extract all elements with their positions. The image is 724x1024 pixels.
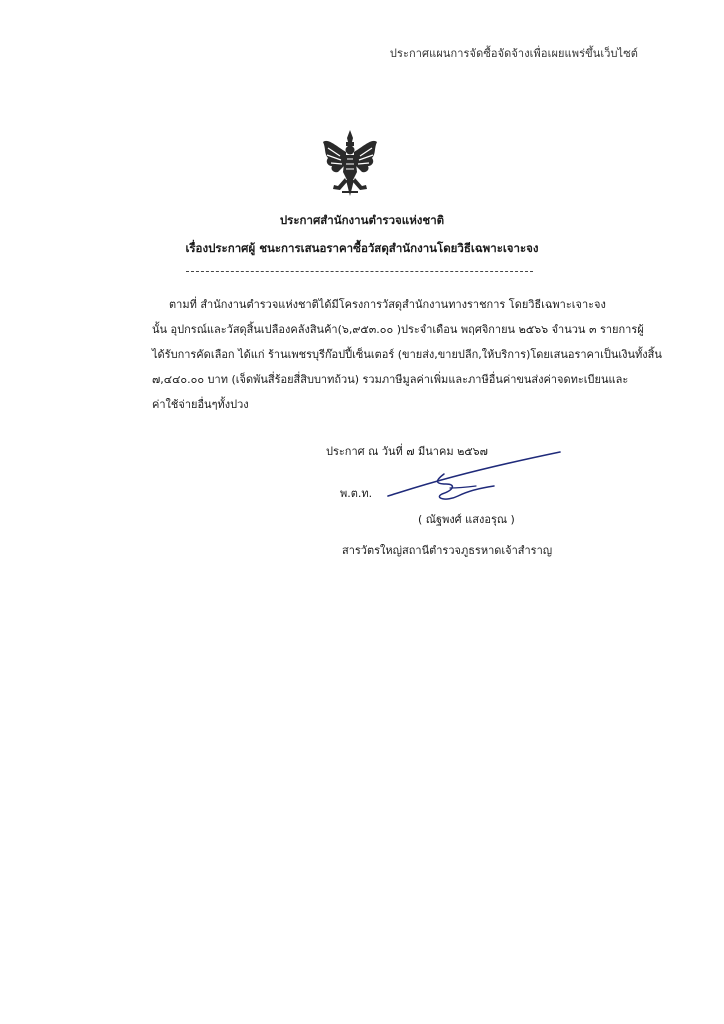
body-paragraph bbox=[152, 292, 662, 417]
body-line: ค่าใช้จ่ายอื่นๆทั้งปวง bbox=[152, 398, 249, 411]
header-note: ประกาศแผนการจัดซื้อจัดจ้างเพื่อเผยแพร่ขึ้นเว็บไซต์ bbox=[389, 47, 638, 60]
body-line: ได้รับการคัดเลือก ได้แก่ ร้านเพชรบุรีก๊อปปี้เซ็นเตอร์ (ขายส่ง,ขายปลีก,ให้บริการ)โดยเสนอราคาเป็นเงินทั้งสิ้น bbox=[152, 348, 662, 361]
signature-icon bbox=[384, 444, 562, 512]
signer-position: สารวัตรใหญ่สถานีตำรวจภูธรหาดเจ้าสำราญ bbox=[342, 544, 553, 557]
dashed-divider bbox=[186, 271, 533, 272]
document-title: ประกาศสำนักงานตำรวจแห่งชาติ bbox=[279, 213, 445, 227]
signer-name: ( ณัฐพงศ์ แสงอรุณ ) bbox=[418, 513, 515, 526]
signer-rank: พ.ต.ท. bbox=[340, 487, 373, 500]
announcement-date: ประกาศ ณ วันที่ ๗ มีนาคม ๒๕๖๗ bbox=[326, 445, 488, 458]
document-subject: เรื่องประกาศผู้ ชนะการเสนอราคาซื้อวัสดุสำนักงานโดยวิธีเฉพาะเจาะจง bbox=[185, 241, 539, 255]
garuda-emblem-icon bbox=[320, 128, 380, 198]
body-line: ตามที่ สำนักงานตำรวจแห่งชาติได้มีโครงการวัสดุสำนักงานทางราชการ โดยวิธีเฉพาะเจาะจง bbox=[169, 298, 606, 311]
body-line: ๗,๔๔๐.๐๐ บาท (เจ็ดพันสี่ร้อยสี่สิบบาทถ้วน) รวมภาษีมูลค่าเพิ่มและภาษีอื่นค่าขนส่งค่าจดทะเบียนและ bbox=[152, 373, 629, 386]
body-line: นั้น อุปกรณ์และวัสดุสิ้นเปลืองคลังสินค้า(๖,๙๕๓.๐๐ )ประจำเดือน พฤศจิกายน ๒๕๖๖ จำนวน ๓ รายการผู้ bbox=[152, 323, 644, 336]
